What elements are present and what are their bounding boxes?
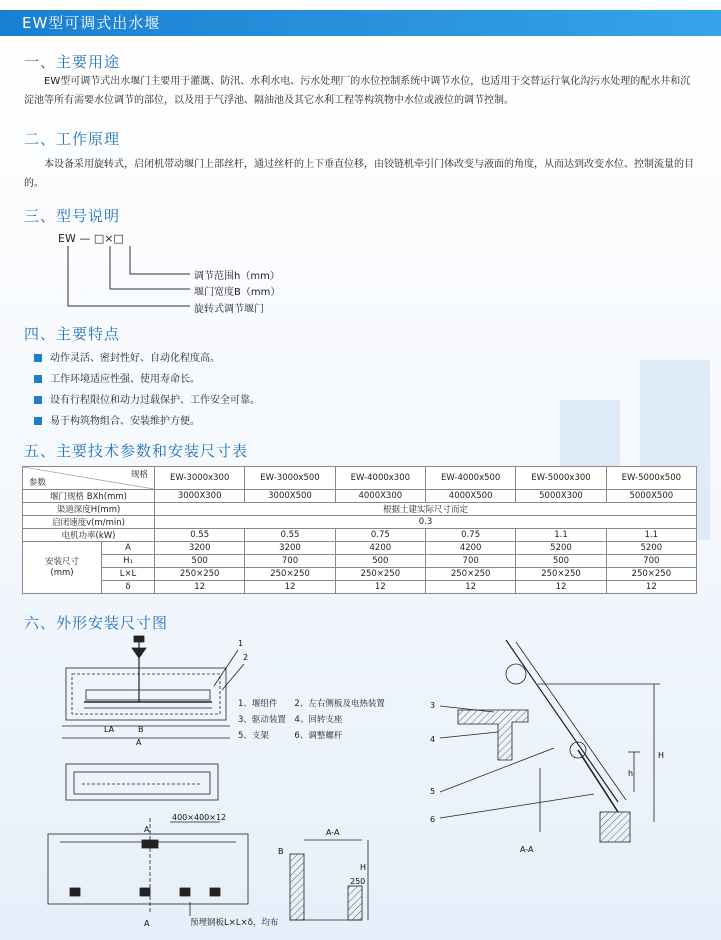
callout-4: 4 bbox=[430, 735, 436, 744]
dim-a: A bbox=[136, 738, 142, 747]
table-cell: 700 bbox=[425, 555, 515, 568]
section-heading-drawing: 六、外形安装尺寸图 bbox=[24, 614, 169, 632]
top-view-drawing bbox=[62, 754, 232, 814]
table-cell: 5000X300 bbox=[516, 490, 606, 503]
table-cell: 根据土建实际尺寸而定 bbox=[155, 503, 697, 516]
table-corner-cell: 规格 参数 bbox=[23, 467, 155, 490]
callout-3: 3 bbox=[430, 701, 436, 710]
usage-paragraph: EW型可调节式出水堰门主要用于灌溉、防汛、水利水电、污水处理厂的水位控制系统中调节水位，也适用于交替运行氧化沟污水处理的配水井和沉淀池等所有需要水位调节的部位，以及用于气浮池、隔油池及其它水利工程等构筑物中水位或液位的调节控制。 bbox=[24, 76, 691, 106]
table-cell: 5200 bbox=[516, 542, 606, 555]
row-label: A bbox=[102, 542, 155, 555]
dim-h-side: H bbox=[658, 751, 665, 760]
table-cell: 3200 bbox=[155, 542, 245, 555]
dim-b: B bbox=[138, 725, 144, 734]
table-cell: 250×250 bbox=[335, 568, 425, 581]
drawing-legend-line: 3、驱动装置 4、回转支座 bbox=[238, 715, 343, 725]
drawing-legend-line: 1、堰组件 2、左右侧板及电热装置 bbox=[238, 699, 385, 709]
row-label: 堰门规格 BXh(mm) bbox=[23, 490, 155, 503]
row-label: 启闭速度v(m/min) bbox=[23, 516, 155, 529]
table-cell: 0.75 bbox=[425, 529, 515, 542]
plate-size-label: 400×400×12 bbox=[172, 813, 227, 822]
table-cell: 4000X300 bbox=[335, 490, 425, 503]
table-header-model: EW-4000x500 bbox=[425, 467, 515, 490]
bullet-square-icon bbox=[34, 396, 42, 404]
row-label: 电机功率(kW) bbox=[23, 529, 155, 542]
table-row bbox=[23, 516, 697, 529]
section-heading-principle: 二、工作原理 bbox=[24, 130, 121, 148]
table-header-model: EW-3000x500 bbox=[245, 467, 335, 490]
table-header-model: EW-4000x300 bbox=[335, 467, 425, 490]
page-title: EW型可调式出水堰 bbox=[22, 14, 161, 32]
model-leader-lines bbox=[60, 244, 200, 319]
table-cell: 3000X300 bbox=[155, 490, 245, 503]
callout-6: 6 bbox=[430, 815, 436, 824]
table-cell: 250×250 bbox=[606, 568, 696, 581]
table-cell: 12 bbox=[155, 581, 245, 594]
table-cell: 1.1 bbox=[606, 529, 696, 542]
table-cell: 1.1 bbox=[516, 529, 606, 542]
table-header-model: EW-5000x500 bbox=[606, 467, 696, 490]
drawing-legend-line: 5、支架 6、调整螺杆 bbox=[238, 731, 343, 741]
section-aa-title: A-A bbox=[326, 828, 340, 837]
table-cell: 4200 bbox=[425, 542, 515, 555]
table-cell: 3200 bbox=[245, 542, 335, 555]
table-cell: 250×250 bbox=[155, 568, 245, 581]
dim-b-section: B bbox=[278, 847, 284, 856]
bullet-square-icon bbox=[34, 417, 42, 425]
table-row bbox=[23, 490, 697, 503]
table-cell: 5000X500 bbox=[606, 490, 696, 503]
section-heading-model: 三、型号说明 bbox=[24, 207, 121, 225]
table-cell: 12 bbox=[425, 581, 515, 594]
table-cell: 0.55 bbox=[245, 529, 335, 542]
row-group-label: 安装尺寸 (mm) bbox=[23, 542, 102, 594]
table-cell: 0.3 bbox=[155, 516, 697, 529]
model-item-type: 旋转式调节堰门 bbox=[194, 304, 264, 315]
section-aa-side-label: A-A bbox=[520, 845, 534, 854]
spec-table bbox=[22, 466, 697, 594]
table-cell: 250×250 bbox=[516, 568, 606, 581]
table-cell: 12 bbox=[606, 581, 696, 594]
dim-la: LA bbox=[104, 725, 115, 734]
section-mark-a-bottom: A bbox=[144, 919, 150, 928]
table-cell: 12 bbox=[335, 581, 425, 594]
row-label: H₁ bbox=[102, 555, 155, 568]
plan-view-drawing bbox=[40, 812, 280, 930]
feature-item: 动作灵活、密封性好、自动化程度高。 bbox=[34, 349, 220, 364]
dim-250: 250 bbox=[350, 877, 366, 886]
table-cell: 3000X500 bbox=[245, 490, 335, 503]
bullet-square-icon bbox=[34, 354, 42, 362]
table-header-model: EW-5000x300 bbox=[516, 467, 606, 490]
feature-item: 工作环境适应性强、使用寿命长。 bbox=[34, 370, 200, 385]
table-row bbox=[23, 503, 697, 516]
table-cell: 500 bbox=[155, 555, 245, 568]
table-cell: 250×250 bbox=[245, 568, 335, 581]
table-row bbox=[23, 581, 697, 594]
table-row bbox=[23, 467, 697, 490]
model-item-range: 调节范围h（mm） bbox=[194, 271, 280, 282]
table-cell: 0.55 bbox=[155, 529, 245, 542]
table-cell: 4200 bbox=[335, 542, 425, 555]
feature-item: 易于构筑物组合、安装维护方便。 bbox=[34, 412, 200, 427]
table-row bbox=[23, 555, 697, 568]
table-cell: 700 bbox=[245, 555, 335, 568]
principle-paragraph: 本设备采用旋转式，启闭机带动堰门上部丝杆，通过丝杆的上下垂直位移，由铰链机牵引门体改变与液面的角度，从而达到改变水位、控制流量的目的。 bbox=[24, 159, 694, 189]
section-heading-specs: 五、主要技术参数和安装尺寸表 bbox=[24, 442, 249, 460]
row-label: L×L bbox=[102, 568, 155, 581]
callout-5: 5 bbox=[430, 787, 436, 796]
table-cell: 500 bbox=[516, 555, 606, 568]
front-view-drawing bbox=[44, 630, 254, 750]
model-item-width: 堰门宽度B（mm） bbox=[194, 287, 281, 298]
side-section-drawing bbox=[428, 632, 678, 860]
table-row bbox=[23, 542, 697, 555]
table-row bbox=[23, 568, 697, 581]
table-cell: 12 bbox=[516, 581, 606, 594]
dim-h-section: H bbox=[360, 863, 367, 872]
callout-2: 2 bbox=[243, 653, 249, 662]
table-cell: 12 bbox=[245, 581, 335, 594]
embed-plate-note: 预埋钢板L×L×δ，均布 bbox=[190, 918, 279, 928]
table-cell: 4000X500 bbox=[425, 490, 515, 503]
title-bar bbox=[0, 10, 721, 36]
table-cell: 0.75 bbox=[335, 529, 425, 542]
row-label: 渠道深度H(mm) bbox=[23, 503, 155, 516]
table-cell: 5200 bbox=[606, 542, 696, 555]
section-mark-a-top: A bbox=[144, 825, 150, 834]
row-label: δ bbox=[102, 581, 155, 594]
table-header-model: EW-3000x300 bbox=[155, 467, 245, 490]
dim-h-small: h bbox=[628, 769, 634, 778]
feature-item: 设有行程限位和动力过载保护、工作安全可靠。 bbox=[34, 391, 260, 406]
table-cell: 250×250 bbox=[425, 568, 515, 581]
section-aa-drawing bbox=[276, 826, 376, 930]
model-code: EW — □×□ bbox=[58, 232, 124, 245]
section-heading-features: 四、主要特点 bbox=[24, 325, 121, 343]
table-row bbox=[23, 529, 697, 542]
section-heading-usage: 一、主要用途 bbox=[24, 53, 121, 71]
table-cell: 700 bbox=[606, 555, 696, 568]
callout-1: 1 bbox=[238, 639, 244, 648]
table-cell: 500 bbox=[335, 555, 425, 568]
bullet-square-icon bbox=[34, 375, 42, 383]
